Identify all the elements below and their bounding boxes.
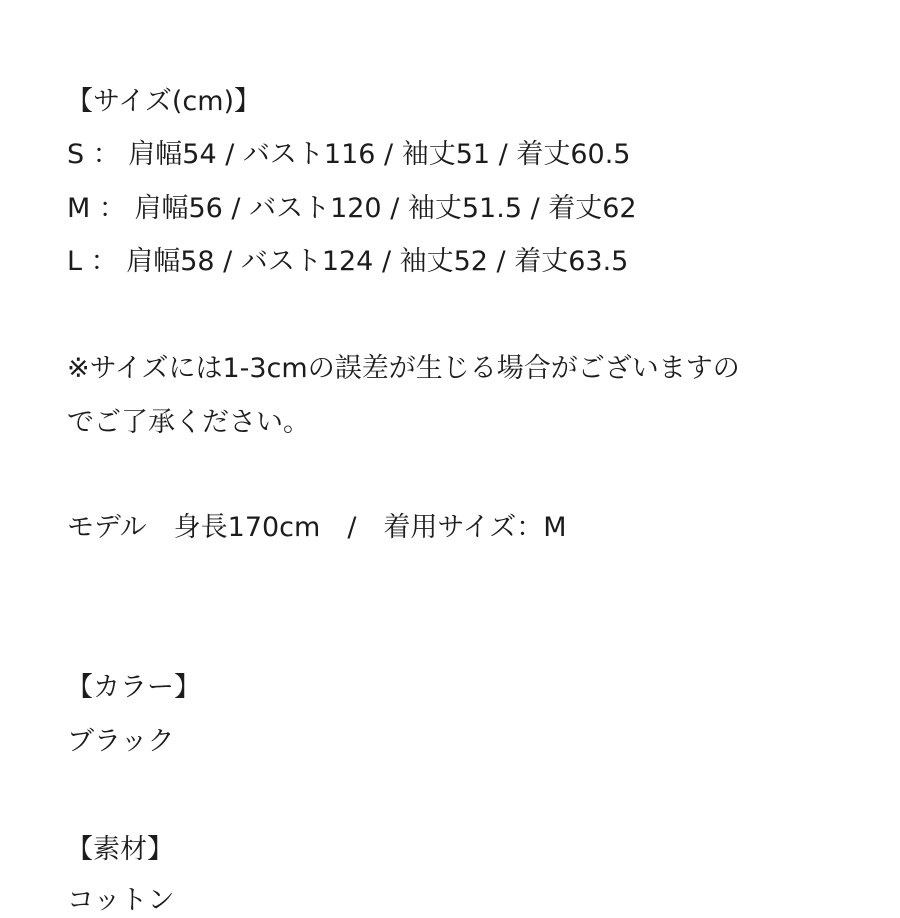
- model-info: モデル 身長170cm / 着用サイズ：M: [67, 512, 567, 543]
- material-value: コットン: [67, 885, 175, 916]
- size-row-l: L ： 肩幅58 / バスト124 / 袖丈52 / 着丈63.5: [67, 246, 629, 277]
- size-heading: 【サイズ(cm)】: [66, 86, 262, 117]
- size-note-line-2: でご了承ください。: [67, 407, 310, 438]
- color-heading: 【カラー】: [66, 672, 201, 703]
- size-note-line-1: ※サイズには1-3cmの誤差が生じる場合がございますの: [67, 353, 740, 384]
- material-heading: 【素材】: [66, 834, 174, 865]
- size-row-m: M ： 肩幅56 / バスト120 / 袖丈51.5 / 着丈62: [67, 193, 637, 224]
- size-row-s: S ： 肩幅54 / バスト116 / 袖丈51 / 着丈60.5: [67, 139, 631, 170]
- color-value: ブラック: [67, 726, 175, 757]
